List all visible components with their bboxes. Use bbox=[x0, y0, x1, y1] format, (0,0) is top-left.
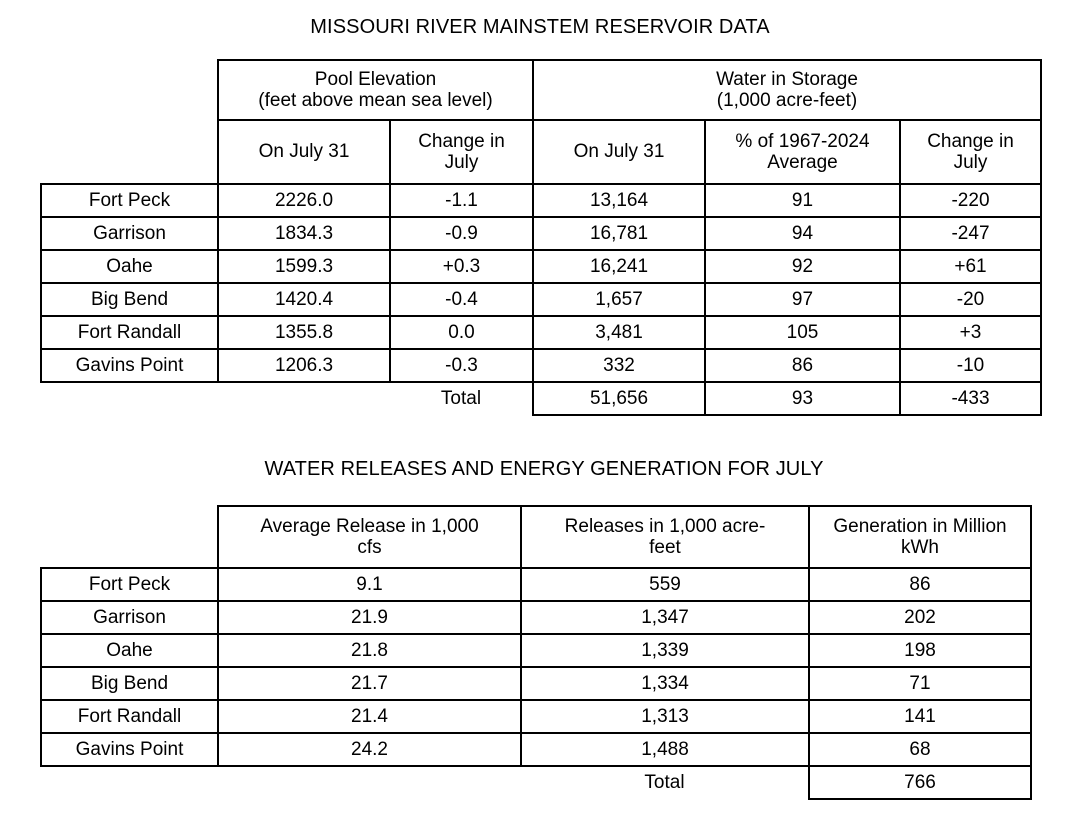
table-total-row bbox=[41, 382, 1041, 415]
table-total-row bbox=[41, 766, 1031, 799]
table-row bbox=[41, 733, 1031, 766]
cell-storage-on-july-31: 13,164 bbox=[533, 184, 705, 217]
total-generation-kwh: 766 bbox=[809, 766, 1031, 799]
cell-generation-kwh: 198 bbox=[809, 634, 1031, 667]
sub-header-average-release bbox=[218, 506, 521, 568]
sub-header-pool-change-in-july bbox=[390, 120, 533, 184]
cell-average-release: 21.7 bbox=[218, 667, 521, 700]
cell-pool-change-in-july: 0.0 bbox=[390, 316, 533, 349]
cell-pool-change-in-july: +0.3 bbox=[390, 250, 533, 283]
row-label: Fort Peck bbox=[41, 568, 218, 601]
table-row bbox=[41, 634, 1031, 667]
total-storage-percent-average: 93 bbox=[705, 382, 900, 415]
cell-average-release: 21.4 bbox=[218, 700, 521, 733]
cell-storage-percent-average: 94 bbox=[705, 217, 900, 250]
row-label: Gavins Point bbox=[41, 733, 218, 766]
cell-storage-on-july-31: 1,657 bbox=[533, 283, 705, 316]
sub-header-line1: On July 31 bbox=[573, 141, 665, 163]
corner-spacer bbox=[41, 506, 218, 568]
table-group-header-row bbox=[41, 60, 1041, 120]
group-header-pool-elevation bbox=[218, 60, 533, 120]
sub-header-releases-acre-feet bbox=[521, 506, 809, 568]
group-header-line1: Pool Elevation bbox=[314, 68, 437, 90]
cell-pool-change-in-july: -0.4 bbox=[390, 283, 533, 316]
cell-storage-change-in-july: -10 bbox=[900, 349, 1041, 382]
cell-pool-on-july-31: 1355.8 bbox=[218, 316, 390, 349]
cell-pool-change-in-july: -0.3 bbox=[390, 349, 533, 382]
total-spacer bbox=[41, 382, 218, 415]
cell-storage-on-july-31: 332 bbox=[533, 349, 705, 382]
releases-table-title: WATER RELEASES AND ENERGY GENERATION FOR JULY bbox=[264, 458, 824, 480]
releases-generation-table bbox=[40, 505, 1032, 800]
row-label: Garrison bbox=[41, 601, 218, 634]
cell-pool-on-july-31: 1420.4 bbox=[218, 283, 390, 316]
sub-header-line1: Average Release in 1,000 bbox=[260, 515, 479, 537]
total-spacer bbox=[218, 382, 390, 415]
group-header-water-in-storage bbox=[533, 60, 1041, 120]
total-storage-change-in-july: -433 bbox=[900, 382, 1041, 415]
row-label: Fort Randall bbox=[41, 700, 218, 733]
reservoir-table-title: MISSOURI RIVER MAINSTEM RESERVOIR DATA bbox=[310, 16, 770, 38]
cell-generation-kwh: 86 bbox=[809, 568, 1031, 601]
table-row bbox=[41, 283, 1041, 316]
table-row bbox=[41, 184, 1041, 217]
group-header-line2: (feet above mean sea level) bbox=[258, 90, 493, 111]
sub-header-storage-percent-average bbox=[705, 120, 900, 184]
sub-header-storage-on-july-31 bbox=[533, 120, 705, 184]
total-label: Total bbox=[644, 772, 685, 794]
cell-generation-kwh: 71 bbox=[809, 667, 1031, 700]
sub-header-line2: July bbox=[444, 152, 479, 173]
table-row bbox=[41, 601, 1031, 634]
cell-pool-change-in-july: -1.1 bbox=[390, 184, 533, 217]
cell-pool-on-july-31: 1206.3 bbox=[218, 349, 390, 382]
row-label: Big Bend bbox=[41, 667, 218, 700]
cell-generation-kwh: 141 bbox=[809, 700, 1031, 733]
sub-header-line1: Change in bbox=[927, 130, 1014, 152]
cell-storage-on-july-31: 16,781 bbox=[533, 217, 705, 250]
sub-header-line2: Average bbox=[767, 152, 838, 173]
sub-header-line2: July bbox=[953, 152, 988, 173]
table-row bbox=[41, 250, 1041, 283]
sub-header-storage-change-in-july bbox=[900, 120, 1041, 184]
cell-average-release: 21.9 bbox=[218, 601, 521, 634]
total-storage-on-july-31: 51,656 bbox=[533, 382, 705, 415]
cell-releases-acre-feet: 1,313 bbox=[521, 700, 809, 733]
table-row bbox=[41, 316, 1041, 349]
cell-pool-on-july-31: 1599.3 bbox=[218, 250, 390, 283]
table-row bbox=[41, 217, 1041, 250]
sub-header-line1: Generation in Million bbox=[833, 515, 1007, 537]
cell-storage-percent-average: 105 bbox=[705, 316, 900, 349]
row-label: Garrison bbox=[41, 217, 218, 250]
cell-pool-on-july-31: 1834.3 bbox=[218, 217, 390, 250]
cell-average-release: 9.1 bbox=[218, 568, 521, 601]
total-spacer bbox=[41, 766, 218, 799]
cell-storage-change-in-july: +3 bbox=[900, 316, 1041, 349]
sub-header-pool-on-july-31 bbox=[218, 120, 390, 184]
row-label: Oahe bbox=[41, 634, 218, 667]
table-row bbox=[41, 700, 1031, 733]
cell-storage-change-in-july: -220 bbox=[900, 184, 1041, 217]
cell-storage-percent-average: 92 bbox=[705, 250, 900, 283]
sub-header-line1: Releases in 1,000 acre- bbox=[564, 515, 766, 537]
sub-header-line2: kWh bbox=[901, 537, 939, 558]
sub-header-generation-kwh bbox=[809, 506, 1031, 568]
sub-header-line1: Change in bbox=[418, 130, 505, 152]
cell-generation-kwh: 68 bbox=[809, 733, 1031, 766]
row-label: Big Bend bbox=[41, 283, 218, 316]
reservoir-data-table bbox=[40, 59, 1042, 416]
cell-generation-kwh: 202 bbox=[809, 601, 1031, 634]
cell-average-release: 21.8 bbox=[218, 634, 521, 667]
group-header-line1: Water in Storage bbox=[716, 68, 858, 90]
row-label: Fort Peck bbox=[41, 184, 218, 217]
cell-releases-acre-feet: 1,488 bbox=[521, 733, 809, 766]
cell-storage-percent-average: 97 bbox=[705, 283, 900, 316]
row-label: Gavins Point bbox=[41, 349, 218, 382]
table-row bbox=[41, 349, 1041, 382]
cell-pool-change-in-july: -0.9 bbox=[390, 217, 533, 250]
sub-header-line2: cfs bbox=[357, 537, 382, 558]
group-header-line2: (1,000 acre-feet) bbox=[716, 90, 858, 111]
corner-spacer bbox=[41, 60, 218, 120]
sub-header-line1: % of 1967-2024 bbox=[735, 130, 870, 152]
cell-releases-acre-feet: 1,339 bbox=[521, 634, 809, 667]
cell-storage-percent-average: 86 bbox=[705, 349, 900, 382]
table-sub-header-row bbox=[41, 506, 1031, 568]
total-label: Total bbox=[440, 388, 482, 410]
cell-storage-change-in-july: -20 bbox=[900, 283, 1041, 316]
cell-releases-acre-feet: 1,334 bbox=[521, 667, 809, 700]
row-label: Oahe bbox=[41, 250, 218, 283]
cell-releases-acre-feet: 1,347 bbox=[521, 601, 809, 634]
cell-pool-on-july-31: 2226.0 bbox=[218, 184, 390, 217]
table-row bbox=[41, 667, 1031, 700]
sub-header-line2: feet bbox=[649, 537, 681, 558]
cell-storage-percent-average: 91 bbox=[705, 184, 900, 217]
sub-header-line1: On July 31 bbox=[258, 141, 350, 163]
cell-releases-acre-feet: 559 bbox=[521, 568, 809, 601]
corner-spacer bbox=[41, 120, 218, 184]
cell-storage-change-in-july: +61 bbox=[900, 250, 1041, 283]
total-spacer bbox=[218, 766, 521, 799]
cell-storage-change-in-july: -247 bbox=[900, 217, 1041, 250]
table-sub-header-row bbox=[41, 120, 1041, 184]
cell-storage-on-july-31: 3,481 bbox=[533, 316, 705, 349]
table-row bbox=[41, 568, 1031, 601]
cell-storage-on-july-31: 16,241 bbox=[533, 250, 705, 283]
cell-average-release: 24.2 bbox=[218, 733, 521, 766]
row-label: Fort Randall bbox=[41, 316, 218, 349]
